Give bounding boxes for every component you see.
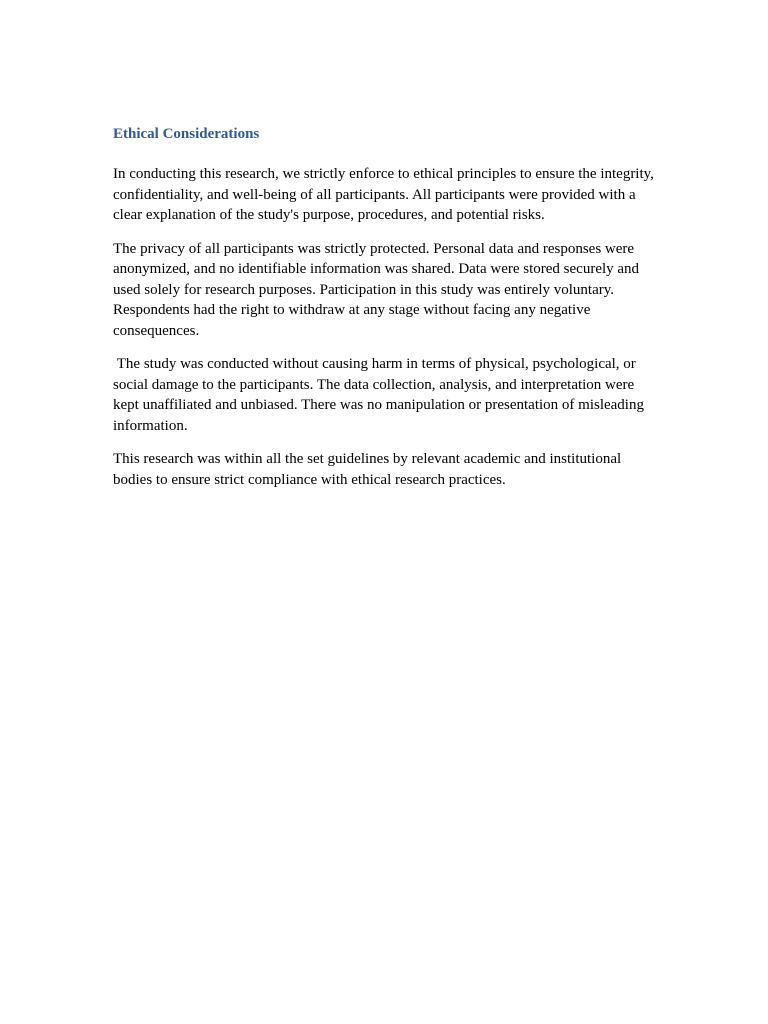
paragraph-1: In conducting this research, we strictly enforce to ethical principles to ensure the integrity, confidentiality, and well-being of all participants. All participants were provided with a clear explanation of the study's purpose, procedures, and potential risks. [113,166,658,223]
paragraph-3: The study was conducted without causing harm in terms of physical, psychological, or social damage to the participants. The data collection, analysis, and interpretation were kept unaffiliated and unbiased. There was no manipulation or presentation of misleading information. [113,356,648,434]
paragraph-4: This research was within all the set guidelines by relevant academic and institutional bodies to ensure strict compliance with ethical research practices. [113,451,625,488]
paragraph-2: The privacy of all participants was strictly protected. Personal data and responses were anonymized, and no identifiable information was shared. Data were stored securely and used solely for research purposes. Participation in this study was entirely voluntary. Respondents had the right to withdraw at any stage without facing any negative consequences. [113,240,643,339]
document-body [113,124,658,503]
section-heading: Ethical Considerations [113,126,260,142]
